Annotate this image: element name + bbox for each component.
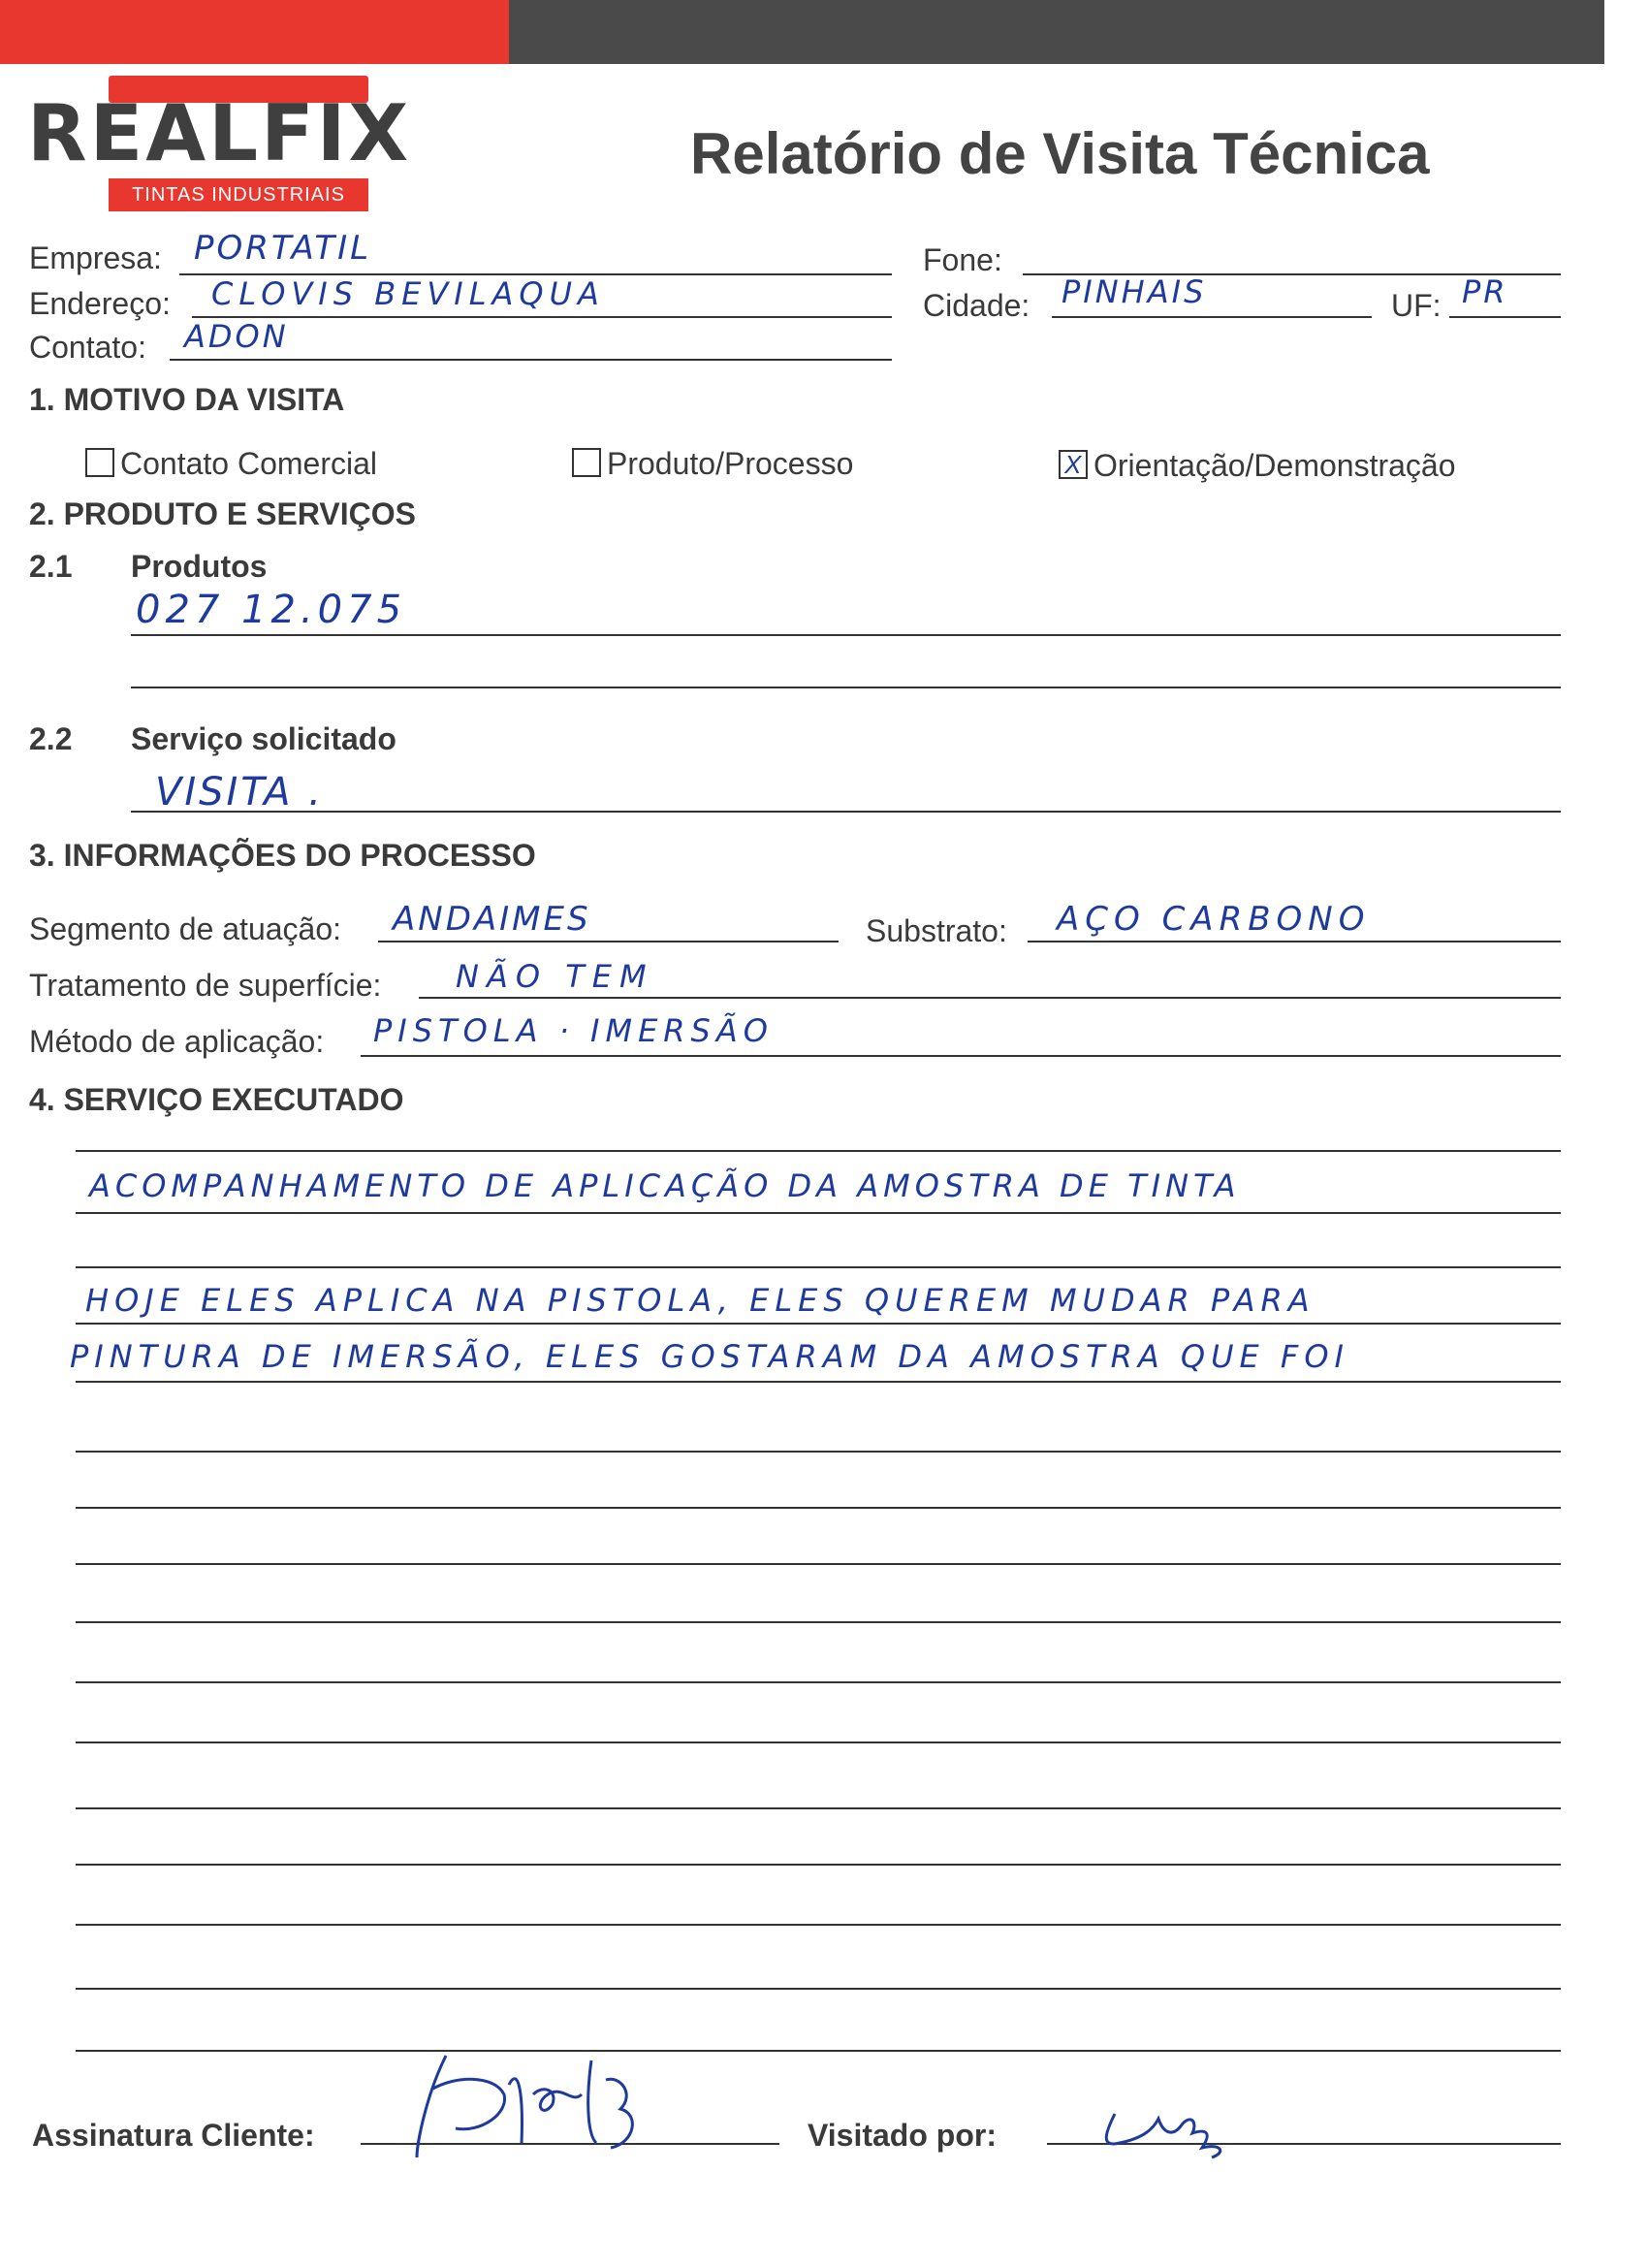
servico-executado-line (76, 1266, 1561, 1268)
endereco-value: CLOVIS BEVILAQUA (211, 275, 605, 312)
brand-tagline: TINTAS INDUSTRIAIS (109, 178, 368, 211)
servico-executado-text-1: ACOMPANHAMENTO DE APLICAÇÃO DA AMOSTRA DE TINTA (89, 1167, 1241, 1204)
produtos-value: 027 12.075 (136, 588, 407, 632)
metodo-value: PISTOLA · IMERSÃO (373, 1012, 774, 1049)
servico-executado-line (76, 1563, 1561, 1565)
segmento-line (378, 941, 839, 942)
brand-logo: REALFIX (27, 88, 412, 178)
assinatura-label: Assinatura Cliente: (32, 2118, 315, 2153)
fone-label: Fone: (923, 242, 1002, 277)
produtos-label: Produtos (131, 549, 268, 584)
document-title: Relatório de Visita Técnica (690, 121, 1430, 186)
servico-executado-line (76, 1381, 1561, 1383)
servico-executado-line (76, 1924, 1561, 1926)
endereco-label: Endereço: (29, 286, 171, 321)
servico-number: 2.2 (29, 721, 73, 756)
metodo-line (361, 1055, 1561, 1057)
segmento-value: ANDAIMES (393, 900, 591, 939)
produto-processo-checkbox[interactable] (572, 448, 601, 477)
uf-line (1449, 316, 1561, 318)
servico-line (131, 811, 1561, 813)
visitado-label: Visitado por: (808, 2118, 997, 2153)
uf-label: UF: (1391, 288, 1442, 323)
servico-executado-line (76, 1507, 1561, 1509)
produtos-number: 2.1 (29, 549, 73, 584)
segmento-label: Segmento de atuação: (29, 911, 342, 946)
tratamento-value: NÃO TEM (456, 958, 654, 995)
contato-value: ADON (184, 318, 289, 355)
contato-comercial-checkbox[interactable] (85, 448, 114, 477)
servico-executado-line (76, 1323, 1561, 1325)
servico-executado-line (76, 2050, 1561, 2052)
section1-title: 1. MOTIVO DA VISITA (29, 382, 345, 417)
cidade-value: PINHAIS (1062, 273, 1207, 310)
section2-title: 2. PRODUTO E SERVIÇOS (29, 496, 416, 531)
servico-executado-line (76, 1741, 1561, 1743)
servico-executado-line (76, 1150, 1561, 1152)
metodo-label: Método de aplicação: (29, 1024, 325, 1059)
section3-title: 3. INFORMAÇÕES DO PROCESSO (29, 838, 536, 873)
orientacao-demonstracao-checkbox[interactable] (1059, 450, 1088, 479)
uf-value: PR (1462, 273, 1508, 310)
servico-executado-line (76, 1864, 1561, 1866)
servico-executado-line (76, 1212, 1561, 1214)
contato-line (170, 359, 892, 361)
substrato-label: Substrato: (866, 913, 1007, 948)
tratamento-line (419, 997, 1561, 999)
header-bar-red (0, 0, 509, 64)
substrato-value: AÇO CARBONO (1057, 900, 1371, 939)
empresa-label: Empresa: (29, 240, 162, 275)
visitor-signature (1086, 2065, 1241, 2167)
orientacao-demonstracao-label: Orientação/Demonstração (1093, 448, 1456, 483)
servico-executado-line (76, 1988, 1561, 1990)
servico-value: VISITA . (155, 770, 324, 815)
servico-executado-line (76, 1807, 1561, 1809)
tratamento-label: Tratamento de superfície: (29, 968, 382, 1003)
produtos-line-2 (131, 687, 1561, 688)
servico-executado-text-3: PINTURA DE IMERSÃO, ELES GOSTARAM DA AMOSTRA QUE FOI (70, 1338, 1349, 1375)
contato-label: Contato: (29, 330, 146, 365)
servico-executado-line (76, 1621, 1561, 1623)
produto-processo-label: Produto/Processo (607, 446, 854, 481)
produtos-line-1 (131, 634, 1561, 636)
servico-executado-line (76, 1681, 1561, 1683)
substrato-line (1028, 941, 1561, 942)
cidade-label: Cidade: (923, 288, 1030, 323)
cidade-line (1052, 316, 1372, 318)
servico-executado-line (76, 1451, 1561, 1453)
servico-executado-text-2: HOJE ELES APLICA NA PISTOLA, ELES QUEREM MUDAR PARA (85, 1282, 1315, 1319)
section4-title: 4. SERVIÇO EXECUTADO (29, 1082, 404, 1117)
endereco-line (192, 316, 892, 318)
header-bar-dark (509, 0, 1604, 64)
contato-comercial-label: Contato Comercial (120, 446, 377, 481)
servico-label: Serviço solicitado (131, 721, 396, 756)
empresa-value: PORTATIL (194, 229, 372, 268)
client-signature (388, 2036, 679, 2177)
